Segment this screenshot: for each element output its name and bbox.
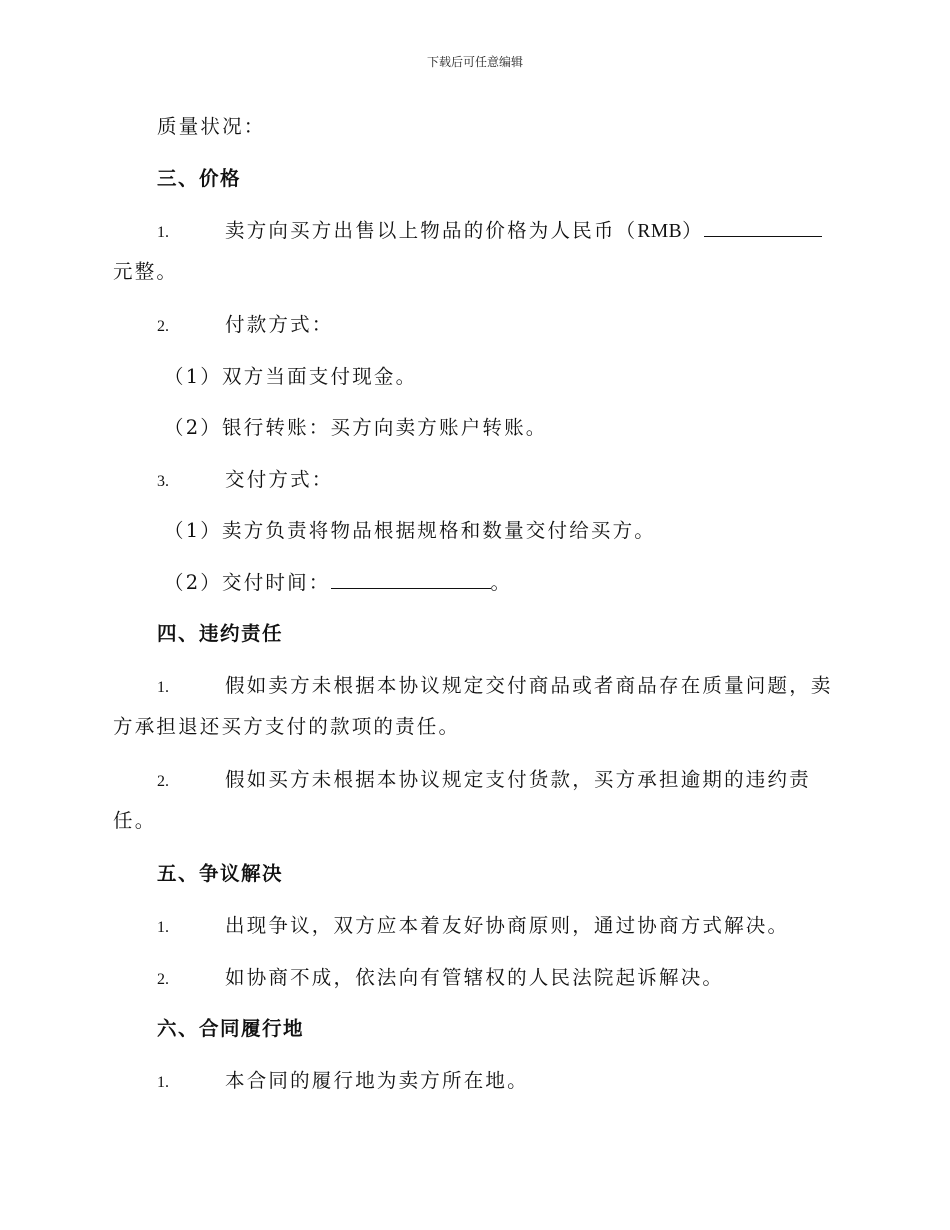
price-item-1 (157, 218, 822, 246)
delivery-method-item (157, 467, 334, 495)
breach-item-2-continued: 任。 (113, 809, 157, 832)
page-header: 下载后可任意编辑 (426, 55, 523, 69)
section-heading-price: 三、价格 (157, 167, 242, 190)
currency-code: RMB (637, 221, 683, 242)
item-number: 1. (157, 919, 169, 936)
breach-item-1-text: 假如卖方未根据本协议规定交付商品或者商品存在质量问题，卖 (225, 674, 833, 697)
price-item-1-continued: 元整。 (113, 260, 179, 283)
dispute-item-1 (157, 913, 789, 941)
breach-item-1-continued: 方承担退还买方支付的款项的责任。 (113, 715, 461, 738)
item-number: 2. (157, 318, 169, 335)
breach-item-1 (157, 673, 833, 701)
dispute-item-2-text: 如协商不成，依法向有管辖权的人民法院起诉解决。 (225, 966, 725, 989)
delivery-time-label: （2）交付时间： (164, 571, 331, 594)
item-number: 1. (157, 224, 169, 241)
item-number: 2. (157, 971, 169, 988)
delivery-responsibility: （1）卖方负责将物品根据规格和数量交付给买方。 (164, 519, 657, 542)
price-blank-field[interactable] (704, 218, 822, 237)
item-number: 1. (157, 1074, 169, 1091)
item-number: 1. (157, 679, 169, 696)
breach-item-2 (157, 767, 811, 795)
delivery-time-blank-field[interactable] (331, 570, 491, 589)
section-heading-dispute: 五、争议解决 (157, 862, 284, 885)
breach-item-2-text: 假如买方未根据本协议规定支付货款，买方承担逾期的违约责 (225, 768, 811, 791)
price-text: 卖方向买方出售以上物品的价格为人民币（ (225, 219, 638, 242)
place-item-1-text: 本合同的履行地为卖方所在地。 (225, 1069, 529, 1092)
item-number: 2. (157, 773, 169, 790)
delivery-time-line (164, 570, 512, 596)
delivery-time-end: 。 (490, 571, 513, 594)
quality-status-line: 质量状况： (157, 115, 266, 138)
section-heading-place: 六、合同履行地 (157, 1017, 305, 1040)
place-item-1 (157, 1068, 529, 1096)
delivery-method-label: 交付方式： (225, 468, 334, 491)
payment-method-item (157, 312, 334, 340)
section-heading-breach: 四、违约责任 (157, 622, 284, 645)
payment-option-cash: （1）双方当面支付现金。 (164, 365, 418, 388)
payment-option-transfer: （2）银行转账：买方向卖方账户转账。 (164, 416, 548, 439)
payment-method-label: 付款方式： (225, 313, 334, 336)
item-number: 3. (157, 473, 169, 490)
dispute-item-2 (157, 965, 724, 993)
price-text-close: ） (682, 219, 704, 242)
dispute-item-1-text: 出现争议，双方应本着友好协商原则，通过协商方式解决。 (225, 914, 790, 937)
